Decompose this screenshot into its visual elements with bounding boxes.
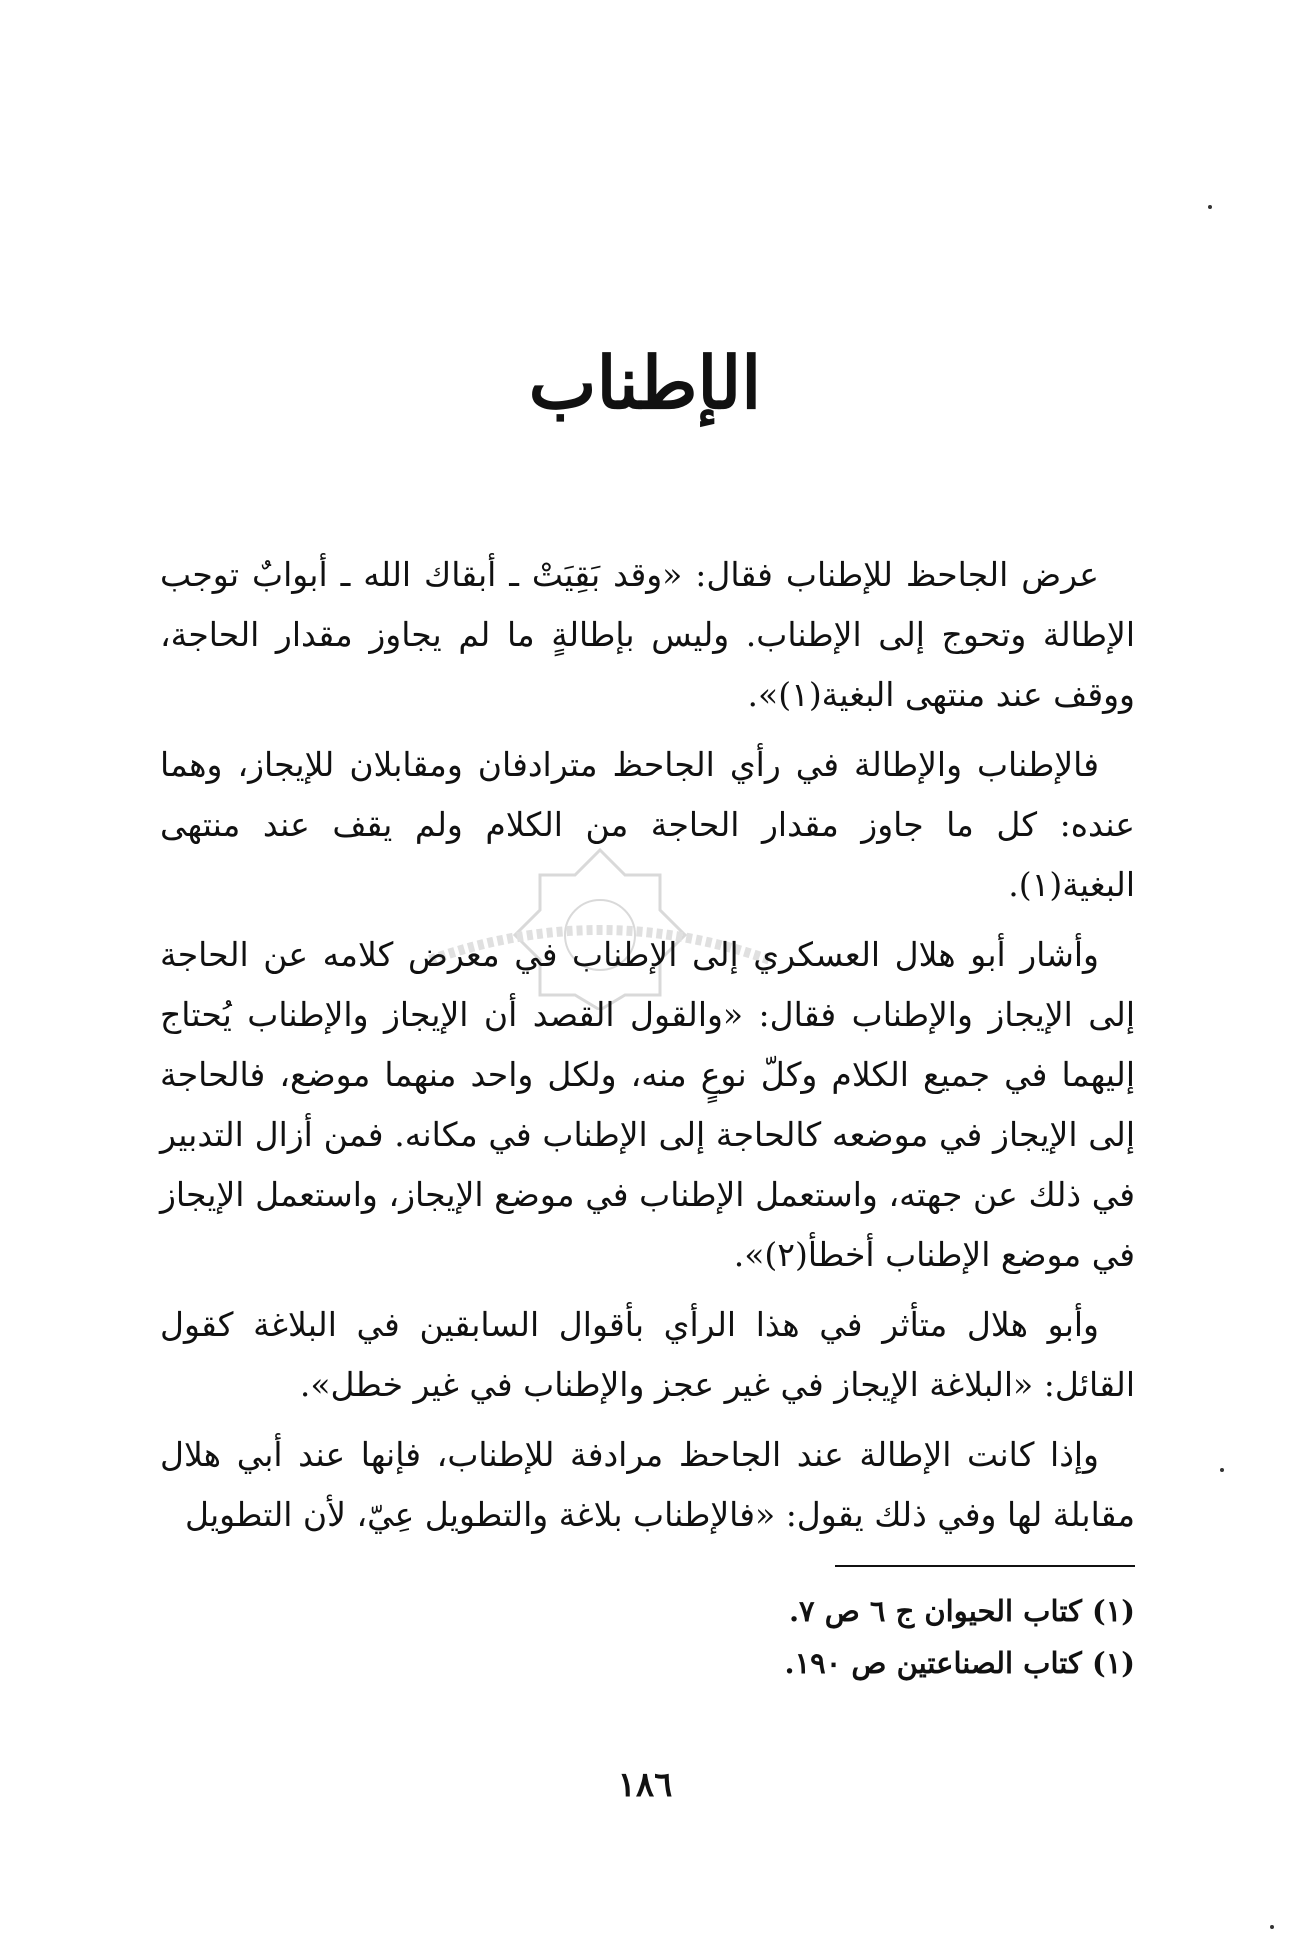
chapter-title: الإطناب	[528, 340, 762, 425]
body-text	[160, 545, 1135, 1555]
page-number: ١٨٦	[617, 1765, 673, 1805]
paragraph-5: وإذا كانت الإطالة عند الجاحظ مرادفة للإطناب، فإنها عند أبي هلال مقابلة لها وفي ذلك يقول: «فالإطناب بلاغة والتطويل عِيّ، لأن التطويل	[160, 1435, 1135, 1534]
scan-speck	[1270, 1925, 1274, 1929]
scan-speck	[1220, 1468, 1224, 1472]
footnote-1: (١) كتاب الحيوان ج ٦ ص ٧.	[788, 1594, 1135, 1628]
paragraph-2: فالإطناب والإطالة في رأي الجاحظ مترادفان ومقابلان للإيجاز، وهما عنده: كل ما جاوز مقدار الحاجة من الكلام ولم يقف عند منتهى البغية(١).	[160, 745, 1135, 904]
paragraph-3: وأشار أبو هلال العسكري إلى الإطناب في معرض كلامه عن الحاجة إلى الإيجاز والإطناب فقال: «والقول القصد أن الإيجاز والإطناب يُحتاج إليهما في جميع الكلام وكلّ نوعٍ منه، ولكل واحد منهما موضع، فالحاجة إلى الإيجاز في موضعه كالحاجة إلى الإطناب في مكانه. فمن أزال التدبير في ذلك عن جهته، واستعمل الإطناب في موضع الإيجاز، واستعمل الإيجاز في موضع الإطناب أخطأ(٢)».	[160, 935, 1135, 1274]
paragraph-1: عرض الجاحظ للإطناب فقال: «وقد بَقِيَتْ ـ أبقاك الله ـ أبوابٌ توجب الإطالة وتحوج إلى الإطناب. وليس بإطالةٍ ما لم يجاوز مقدار الحاجة، ووقف عند منتهى البغية(١)».	[160, 555, 1135, 714]
paragraph-4: وأبو هلال متأثر في هذا الرأي بأقوال السابقين في البلاغة كقول القائل: «البلاغة الإيجاز في غير عجز والإطناب في غير خطل».	[160, 1305, 1135, 1404]
footnote-2: (١) كتاب الصناعتين ص ١٩٠.	[784, 1646, 1135, 1680]
scan-speck	[1208, 205, 1212, 209]
footnote-divider	[835, 1565, 1135, 1567]
footnotes	[160, 1585, 1135, 1689]
